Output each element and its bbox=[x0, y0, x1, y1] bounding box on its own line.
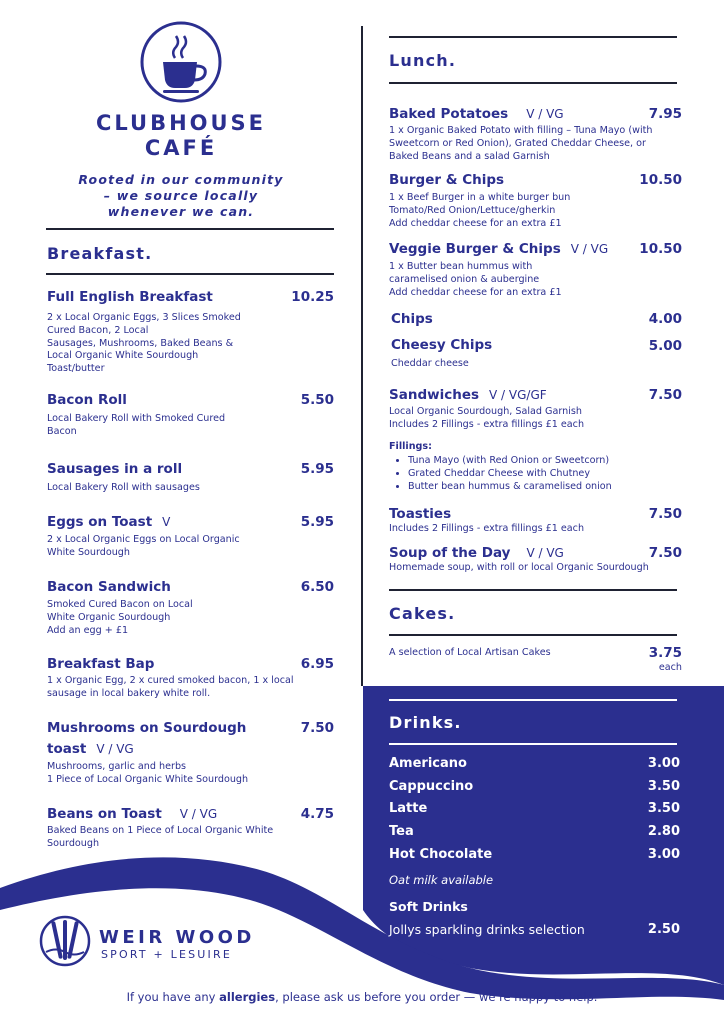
list-item: • Butter bean hummus & caramelised onion bbox=[408, 480, 612, 493]
brand-subtitle: SPORT + LESUIRE bbox=[101, 948, 232, 961]
menu-item-name: Baked Potatoes V / VG bbox=[389, 106, 564, 122]
menu-item-price: 10.50 bbox=[639, 172, 682, 188]
menu-item-name: Beans on Toast V / VG bbox=[47, 806, 218, 822]
diet-tag: V / VG/GF bbox=[489, 388, 547, 402]
menu-item-price: 5.50 bbox=[300, 392, 334, 408]
coffee-cup-icon bbox=[139, 20, 223, 104]
menu-item-name: Eggs on Toast V bbox=[47, 514, 171, 530]
breakfast-rule-bottom bbox=[46, 273, 334, 275]
menu-item-price: 7.95 bbox=[648, 106, 682, 122]
diet-tag: V / VG bbox=[526, 546, 564, 560]
diet-tag: V / VG bbox=[179, 807, 218, 821]
oat-milk-note: Oat milk available bbox=[389, 873, 494, 887]
menu-item-price: 5.00 bbox=[648, 338, 682, 354]
menu-item-desc: Baked Beans on 1 Piece of Local Organic White Sourdough bbox=[47, 825, 274, 849]
menu-item-price: 6.95 bbox=[300, 656, 334, 672]
drink-price: 3.00 bbox=[647, 756, 680, 771]
diet-tag: V / VG bbox=[526, 107, 564, 121]
soft-drink-price: 2.50 bbox=[647, 922, 680, 937]
menu-item-desc: Local Organic Sourdough, Salad Garnish Includes 2 Fillings - extra fillings £1 each bbox=[389, 406, 585, 430]
cafe-name-line1: CLUBHOUSE bbox=[95, 111, 267, 135]
diet-tag: V bbox=[162, 515, 171, 529]
tagline-line2: – we source locally bbox=[103, 188, 259, 203]
menu-item-desc: 1 x Organic Baked Potato with filling – Tuna Mayo (with Sweetcorn or Red Onion), Grated Cheddar Cheese, or Baked Beans and a salad Garnish bbox=[389, 125, 653, 162]
menu-item-desc: 2 x Local Organic Eggs on Local Organic White Sourdough bbox=[47, 534, 240, 558]
drink-price: 3.00 bbox=[647, 847, 680, 862]
menu-item-name: Sandwiches V / VG/GF bbox=[389, 387, 547, 403]
menu-item-desc: 1 x Organic Egg, 2 x cured smoked bacon, 1 x local sausage in local bakery white roll. bbox=[47, 675, 294, 699]
cakes-price-unit: each bbox=[658, 662, 682, 673]
menu-item-price: 10.25 bbox=[291, 289, 334, 305]
menu-item-desc: Includes 2 Fillings - extra fillings £1 each bbox=[389, 523, 585, 534]
drink-name: Americano bbox=[389, 756, 467, 771]
menu-item-desc: Cheddar cheese bbox=[391, 358, 469, 369]
drink-price: 2.80 bbox=[647, 824, 680, 839]
menu-item-price: 10.50 bbox=[639, 241, 682, 257]
cakes-rule-bottom bbox=[389, 634, 677, 636]
drinks-rule-top bbox=[389, 699, 677, 701]
drink-price: 3.50 bbox=[647, 779, 680, 794]
menu-item-name: Breakfast Bap bbox=[47, 656, 155, 672]
tagline-line1: Rooted in our community bbox=[78, 172, 284, 187]
menu-item-desc: Mushrooms, garlic and herbs 1 Piece of Local Organic White Sourdough bbox=[47, 761, 249, 785]
oars-logo-icon bbox=[38, 914, 92, 968]
list-item: • Tuna Mayo (with Red Onion or Sweetcorn) bbox=[408, 454, 612, 467]
drink-name: Cappuccino bbox=[389, 779, 474, 794]
menu-item-name: Chips bbox=[391, 311, 433, 327]
cafe-name-line2: CAFÉ bbox=[144, 136, 218, 160]
menu-item-desc: Local Bakery Roll with sausages bbox=[47, 482, 200, 493]
cakes-title: Cakes. bbox=[389, 604, 456, 623]
menu-item-name: Burger & Chips bbox=[389, 172, 505, 188]
menu-item-desc: 1 x Beef Burger in a white burger bun Tomato/Red Onion/Lettuce/gherkin Add cheddar cheese for an extra £1 bbox=[389, 192, 571, 229]
cakes-rule-top bbox=[389, 589, 677, 591]
menu-item-name: Bacon Roll bbox=[47, 392, 127, 408]
menu-item-price: 7.50 bbox=[648, 545, 682, 561]
brand-name: WEIR WOOD bbox=[99, 927, 255, 948]
menu-item-price: 6.50 bbox=[300, 579, 334, 595]
menu-item-desc: 1 x Butter bean hummus with caramelised onion & aubergine Add cheddar cheese for an extra £1 bbox=[389, 261, 562, 298]
drink-name: Tea bbox=[389, 824, 414, 839]
menu-item-name: Soup of the Day V / VG bbox=[389, 545, 564, 561]
lunch-title: Lunch. bbox=[389, 51, 457, 70]
menu-item-name-line2: toast V / VG bbox=[47, 741, 134, 757]
fillings-list bbox=[392, 454, 612, 493]
cakes-desc: A selection of Local Artisan Cakes bbox=[389, 647, 551, 658]
menu-item-desc: Smoked Cured Bacon on Local White Organic Sourdough Add an egg + £1 bbox=[47, 599, 193, 636]
menu-item-price: 4.00 bbox=[648, 311, 682, 327]
menu-item-price: 4.75 bbox=[300, 806, 334, 822]
lunch-rule-top bbox=[389, 36, 677, 38]
menu-item-name: Bacon Sandwich bbox=[47, 579, 171, 595]
menu-item-name: Full English Breakfast bbox=[47, 289, 213, 305]
menu-item-price: 7.50 bbox=[300, 720, 334, 736]
menu-item-name: Veggie Burger & Chips V / VG bbox=[389, 241, 609, 257]
cakes-price: 3.75 bbox=[648, 645, 682, 661]
menu-item-price: 7.50 bbox=[648, 387, 682, 403]
lunch-rule-bottom bbox=[389, 82, 677, 84]
menu-item-name: Toasties bbox=[389, 506, 452, 522]
menu-item-name: Sausages in a roll bbox=[47, 461, 183, 477]
menu-item-price: 5.95 bbox=[300, 461, 334, 477]
menu-item-desc: Local Bakery Roll with Smoked Cured Bacon bbox=[47, 413, 226, 437]
allergy-footer: If you have any allergies, please ask us before you order — we’re happy to help. bbox=[126, 990, 598, 1004]
menu-item-desc: Homemade soup, with roll or local Organic Sourdough bbox=[389, 562, 649, 573]
drinks-rule-bottom bbox=[389, 743, 677, 745]
menu-item-price: 5.95 bbox=[300, 514, 334, 530]
drink-name: Hot Chocolate bbox=[389, 847, 493, 862]
fillings-label: Fillings: bbox=[389, 441, 432, 452]
diet-tag: V / VG bbox=[570, 242, 609, 256]
column-divider bbox=[361, 26, 363, 686]
tagline-line3: whenever we can. bbox=[107, 204, 255, 219]
diet-tag: V / VG bbox=[96, 742, 134, 756]
menu-item-name: Cheesy Chips bbox=[391, 337, 493, 353]
soft-drink-item: Jollys sparkling drinks selection bbox=[389, 922, 585, 937]
drink-name: Latte bbox=[389, 801, 428, 816]
drink-price: 3.50 bbox=[647, 801, 680, 816]
drinks-title: Drinks. bbox=[389, 713, 462, 732]
menu-item-price: 7.50 bbox=[648, 506, 682, 522]
list-item: • Grated Cheddar Cheese with Chutney bbox=[408, 467, 612, 480]
breakfast-title: Breakfast. bbox=[47, 244, 153, 263]
menu-item-name: Mushrooms on Sourdough bbox=[47, 720, 247, 736]
breakfast-rule-top bbox=[46, 228, 334, 230]
menu-item-desc: 2 x Local Organic Eggs, 3 Slices Smoked Cured Bacon, 2 Local Sausages, Mushrooms, Baked Beans & Local Organic White Sourdough Toast/butter bbox=[47, 312, 241, 375]
soft-drinks-title: Soft Drinks bbox=[389, 899, 468, 914]
